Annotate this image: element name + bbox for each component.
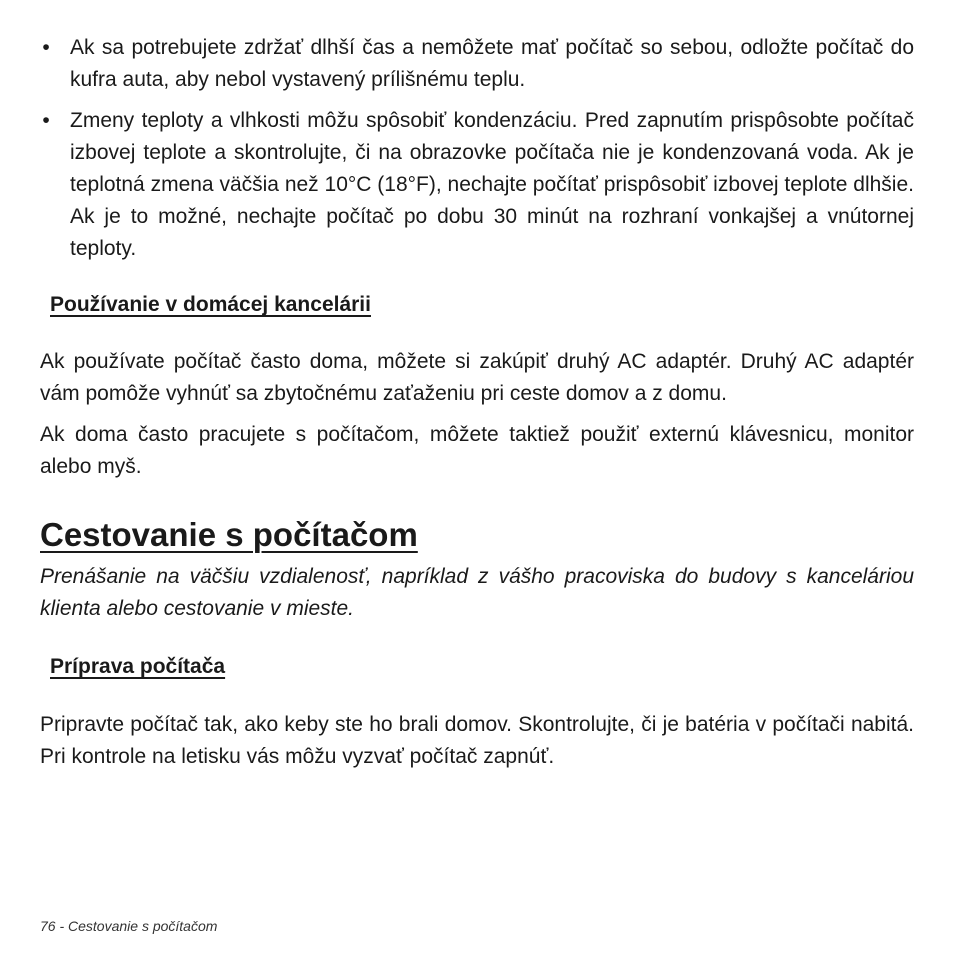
chapter-intro: Prenášanie na väčšiu vzdialenosť, napríklad z vášho pracoviska do budovy s kanceláriou klienta alebo cestovanie v mieste. (40, 565, 914, 620)
page-content (40, 32, 914, 773)
bullet-list (40, 32, 914, 265)
list-item (40, 32, 914, 96)
section-heading-preparation: Príprava počítača (50, 655, 226, 678)
bullet-marker: • (42, 36, 50, 59)
page-footer: 76 - Cestovanie s počítačom (40, 918, 218, 934)
paragraph: Ak používate počítač často doma, môžete si zakúpiť druhý AC adaptér. Druhý AC adaptér vám pomôže vyhnúť sa zbytočnému zaťaženiu pri ceste domov a z domu. (40, 350, 914, 405)
list-item (40, 105, 914, 265)
section-heading-home-office: Používanie v domácej kancelárii (50, 293, 371, 316)
paragraph: Pripravte počítač tak, ako keby ste ho brali domov. Skontrolujte, či je batéria v počítači nabitá. Pri kontrole na letisku vás môžu vyzvať počítač zapnúť. (40, 713, 914, 768)
bullet-marker: • (42, 109, 50, 132)
chapter-title: Cestovanie s počítačom (40, 516, 418, 553)
list-item-text: Ak sa potrebujete zdržať dlhší čas a nemôžete mať počítač so sebou, odložte počítač do kufra auta, aby nebol vystavený prílišnému teplu. (70, 36, 914, 91)
paragraph: Ak doma často pracujete s počítačom, môžete taktiež použiť externú klávesnicu, monitor alebo myš. (40, 423, 914, 478)
list-item-text: Zmeny teploty a vlhkosti môžu spôsobiť kondenzáciu. Pred zapnutím prispôsobte počítač izbovej teplote a skontrolujte, či na obrazovke počítača nie je kondenzovaná voda. Ak je teplotná zmena väčšia než 10°C (18°F), nechajte počítať prispôsobiť izbovej teplote dlhšie. Ak je to možné, nechajte počítač po dobu 30 minút na rozhraní vonkajšej a vnútornej teploty. (70, 109, 914, 260)
